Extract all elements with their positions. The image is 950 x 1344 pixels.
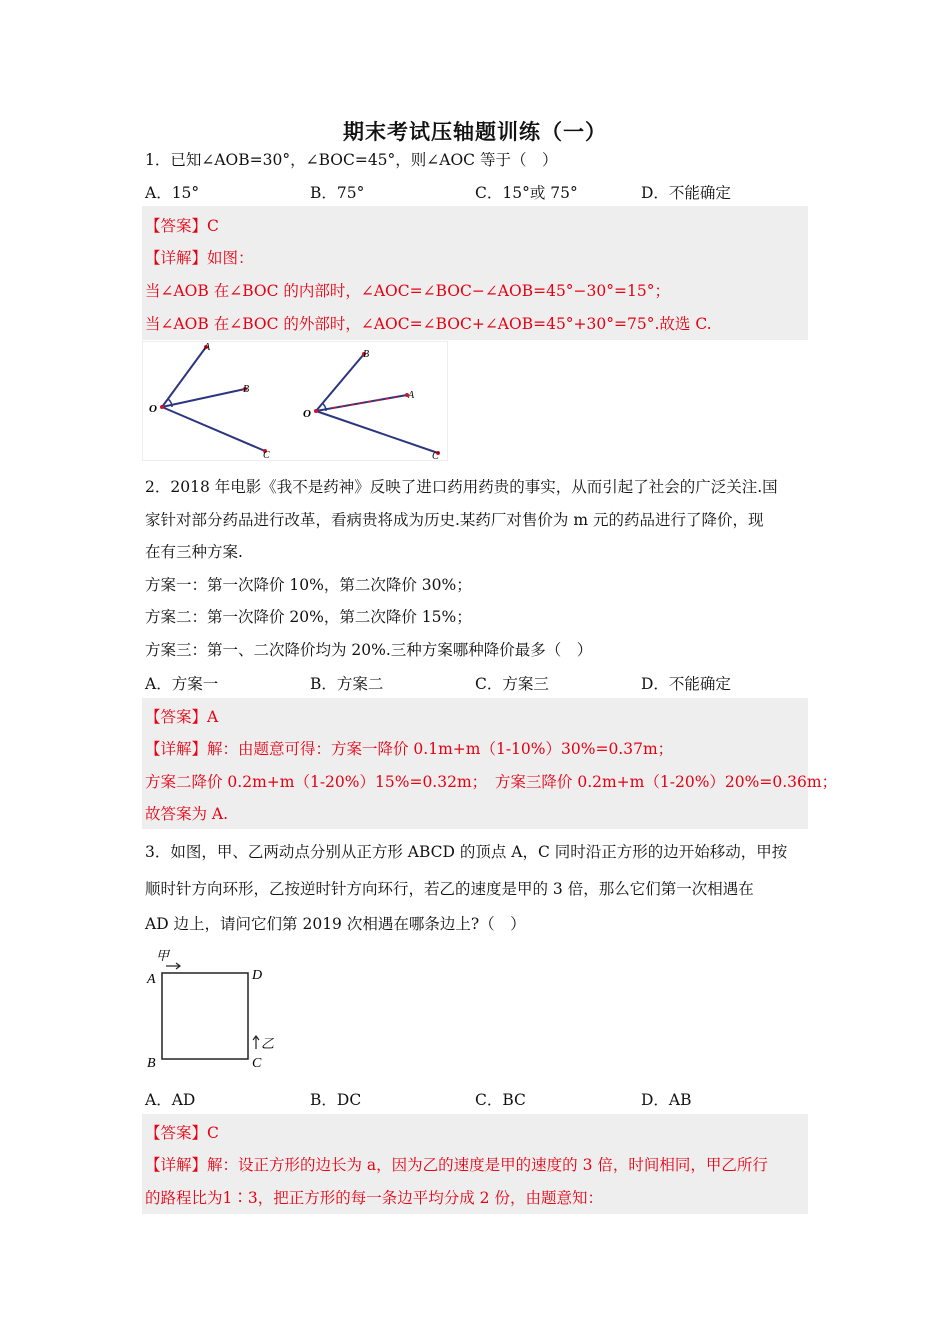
q2-plan-2: 方案二：第一次降价 20%，第二次降价 15%； — [145, 608, 472, 626]
q1-fig-right-label-b: B — [363, 349, 370, 360]
q2-option-b: B．方案二 — [310, 675, 384, 693]
q2-plan-1: 方案一：第一次降价 10%，第二次降价 30%； — [145, 576, 472, 594]
q2-option-a: A．方案一 — [145, 675, 219, 693]
q1-answer: 【答案】C — [145, 217, 219, 235]
q1-angle-figure — [142, 341, 448, 461]
q3-option-d: D．AB — [641, 1091, 692, 1109]
q3-stem-2: 顺时针方向环形，乙按逆时针方向环行，若乙的速度是甲的 3 倍，那么它们第一次相遇在 — [145, 880, 754, 898]
q2-answer-box — [142, 698, 808, 829]
q1-fig-left-label-b: B — [243, 384, 250, 395]
q3-stem-3: AD 边上，请问它们第 2019 次相遇在哪条边上?（ ） — [145, 915, 526, 933]
q2-stem-2: 家针对部分药品进行改革，看病贵将成为历史.某药厂对售价为 m 元的药品进行了降价，现 — [145, 511, 764, 529]
q1-fig-left-label-a: A — [204, 342, 211, 353]
q2-option-c: C．方案三 — [475, 675, 549, 693]
q2-detail-3: 故答案为 A. — [145, 805, 229, 823]
q1-fig-left-label-c: C — [263, 450, 270, 461]
q3-option-a: A．AD — [145, 1091, 196, 1109]
q2-stem-1: 2．2018 年电影《我不是药神》反映了进口药用药贵的事实，从而引起了社会的广泛关注.国 — [145, 478, 778, 496]
q1-fig-right-label-o: O — [303, 408, 311, 420]
q1-detail-2: 当∠AOB 在∠BOC 的内部时，∠AOC=∠BOC−∠AOB=45°−30°=15°； — [145, 282, 670, 300]
q3-stem-1: 3．如图，甲、乙两动点分别从正方形 ABCD 的顶点 A，C 同时沿正方形的边开始移动，甲按 — [145, 843, 788, 861]
q3-option-c: C．BC — [475, 1091, 526, 1109]
q2-answer: 【答案】A — [145, 708, 219, 726]
q3-detail-2: 的路程比为1∶3，把正方形的每一条边平均分成 2 份，由题意知： — [145, 1189, 603, 1207]
q3-fig-label-c: C — [252, 1056, 262, 1071]
q1-fig-right-label-a: A — [408, 390, 415, 401]
q2-plan-3: 方案三：第一、二次降价均为 20%.三种方案哪种降价最多（ ） — [145, 641, 593, 659]
q3-fig-label-a: A — [147, 972, 156, 987]
q3-square-figure — [142, 943, 282, 1071]
page-title: 期末考试压轴题训练（一） — [343, 119, 607, 144]
q2-option-d: D．不能确定 — [641, 675, 731, 693]
q2-detail-2: 方案二降价 0.2m+m（1-20%）15%=0.32m； 方案三降价 0.2m+m（1-20%）20%=0.36m； — [145, 773, 838, 791]
q1-detail-3: 当∠AOB 在∠BOC 的外部时，∠AOC=∠BOC+∠AOB=45°+30°=75°.故选 C. — [145, 315, 712, 333]
q2-stem-3: 在有三种方案. — [145, 543, 243, 561]
q1-fig-right-label-c: C — [432, 451, 439, 461]
q3-detail-1: 【详解】解：设正方形的边长为 a，因为乙的速度是甲的速度的 3 倍，时间相同，甲乙所行 — [145, 1156, 768, 1174]
q1-option-a: A．15° — [145, 184, 200, 202]
q3-option-b: B．DC — [310, 1091, 362, 1109]
q1-option-c: C．15°或 75° — [475, 184, 578, 202]
q1-fig-left-label-o: O — [149, 403, 157, 415]
q1-detail-1: 【详解】如图： — [145, 249, 254, 267]
q3-fig-label-jia: 甲 — [156, 948, 170, 963]
q1-stem: 1．已知∠AOB=30°，∠BOC=45°，则∠AOC 等于（ ） — [145, 151, 558, 169]
q3-fig-label-d: D — [252, 968, 263, 983]
q1-option-d: D．不能确定 — [641, 184, 731, 202]
q3-fig-label-b: B — [147, 1056, 156, 1071]
q3-answer: 【答案】C — [145, 1124, 219, 1142]
q2-detail-1: 【详解】解：由题意可得：方案一降价 0.1m+m（1-10%）30%=0.37m； — [145, 740, 674, 758]
q1-option-b: B．75° — [310, 184, 365, 202]
q3-fig-label-yi: 乙 — [261, 1036, 275, 1051]
